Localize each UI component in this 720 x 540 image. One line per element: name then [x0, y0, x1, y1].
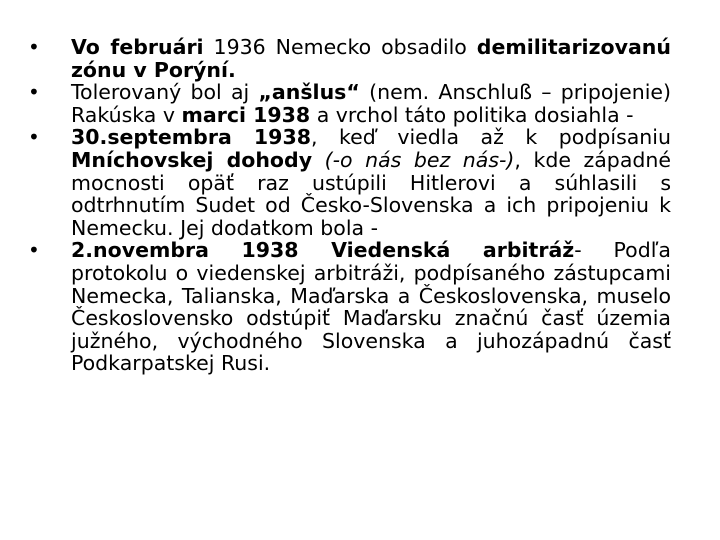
- bullet-list: [25, 36, 671, 375]
- text-segment: 1936 Nemecko obsadilo: [203, 35, 477, 59]
- bullet-text: [71, 238, 671, 375]
- text-segment: Vo: [71, 35, 111, 59]
- text-segment: Mníchovskej dohody: [71, 147, 313, 172]
- bullet-dot-icon: •: [28, 35, 40, 59]
- bullet-item: [25, 36, 671, 81]
- bullet-dot-icon: •: [28, 80, 40, 105]
- text-segment: „anšlus“: [258, 80, 360, 105]
- text-segment: 2.novembra 1938 Viedenská arbitráž: [71, 238, 575, 263]
- text-segment: a vrchol táto politika dosiahla -: [310, 102, 634, 127]
- text-segment: marci 1938: [181, 102, 311, 127]
- text-segment: Tolerovaný bol aj: [71, 80, 259, 105]
- bullet-text: [71, 125, 671, 239]
- text-segment: 30.septembra 1938: [71, 125, 311, 150]
- text-segment: februári: [110, 35, 204, 59]
- text-segment: demilitarizovanú zónu v Porýní.: [71, 35, 671, 82]
- text-segment: (nem. Anschluß – pripojenie) Rakúska v: [71, 80, 671, 127]
- bullet-text: [71, 35, 671, 82]
- text-segment: - Podľa protokolu o viedenskej arbitráži, podpísaného zástupcami Nemecka, Talianska, Maďarska a Československa, muselo Československo odstúpiť Maďarsku značnú časť územia južného, východného Slovenska a juhozápadnú časť Podkarpatskej Rusi.: [71, 238, 671, 376]
- text-segment: , kde západné mocnosti opäť raz ustúpili Hitlerovi a súhlasili s odtrhnutím Sudet od Česko-Slovenska a ich pripojeniu k Nemecku. Jej dodatkom bola -: [71, 147, 671, 240]
- bullet-item: [25, 126, 671, 239]
- bullet-item: [25, 81, 671, 126]
- text-segment: [312, 148, 325, 172]
- bullet-item: [25, 239, 671, 375]
- bullet-text: [71, 80, 671, 127]
- text-segment: , keď viedla až k podpísaniu: [310, 125, 671, 150]
- text-segment: (-o nás bez nás-): [324, 147, 515, 172]
- bullet-dot-icon: •: [28, 125, 40, 150]
- bullet-dot-icon: •: [28, 238, 40, 263]
